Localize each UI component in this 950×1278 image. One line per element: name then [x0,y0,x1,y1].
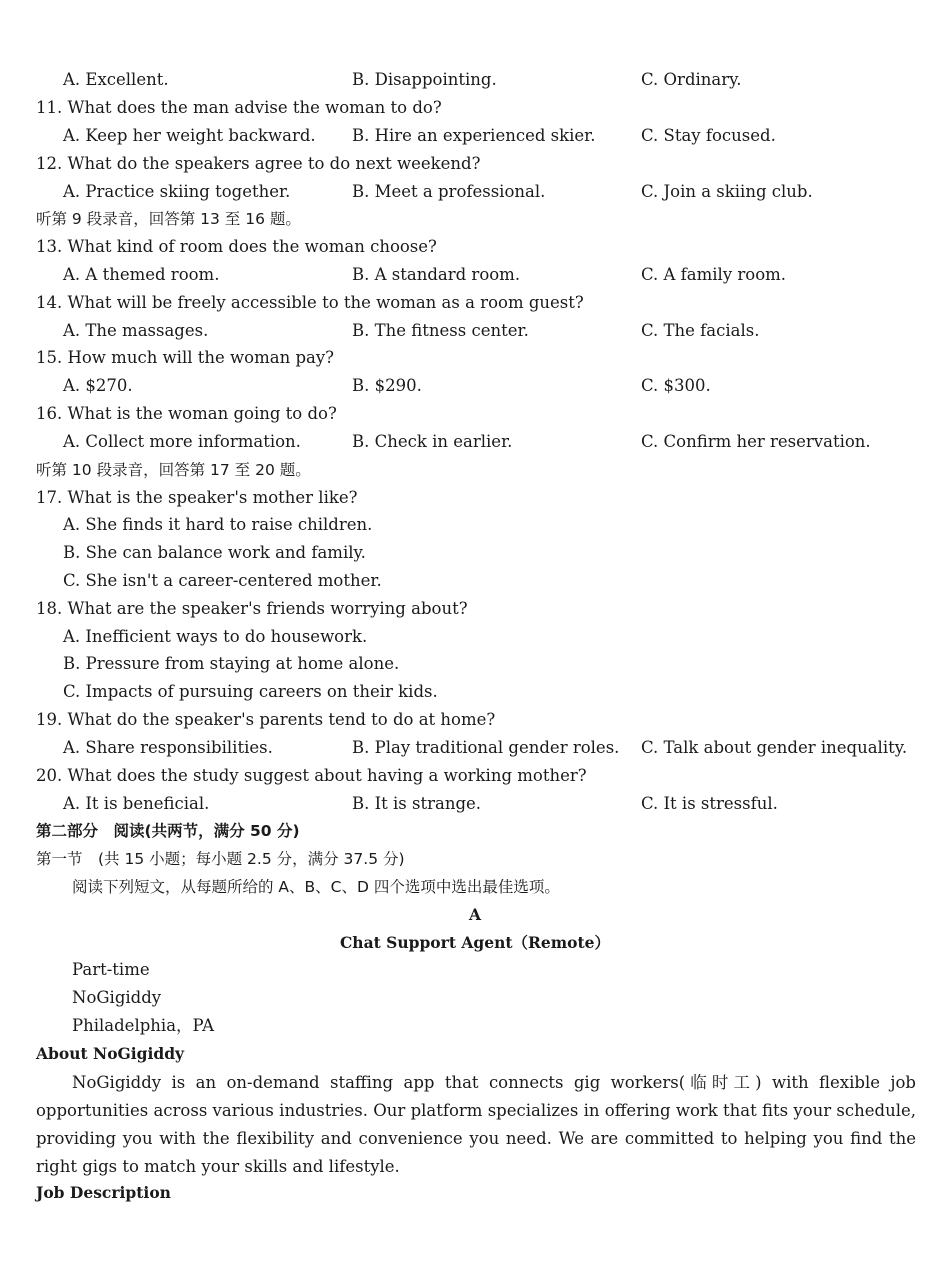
question-17-option-b [0,540,950,566]
part2-instruction: 阅读下列短文，从每题所给的 A、B、C、D 四个选项中选出最佳选项。 [72,878,560,896]
section-9-instruction [0,206,950,232]
part2-sub: 第一节 (共 15 小题；每小题 2.5 分，满分 37.5 分) [36,850,405,868]
part2-subheading [0,846,950,872]
option-b: B. Disappointing. [352,70,497,89]
question-14-options [0,318,950,344]
option-a: A. A themed room. [63,265,220,284]
question-11-options [0,123,950,149]
about-heading-line [0,1041,950,1067]
option-b: B. Meet a professional. [352,182,546,201]
job-info-3 [0,1013,950,1039]
passage-title: Chat Support Agent（Remote） [339,933,611,952]
question-stem: 18. What are the speaker's friends worrying about? [36,599,468,618]
job-location: Philadelphia，PA [72,1016,215,1035]
question-18-option-b [0,651,950,677]
option-b: B. Check in earlier. [352,432,513,451]
option-b: B. $290. [352,376,422,395]
part2-title: 第二部分 阅读(共两节，满分 50 分) [36,822,300,840]
option-a: A. Keep her weight backward. [63,126,316,145]
option-c: C. Ordinary. [641,70,742,89]
question-stem: 16. What is the woman going to do? [36,404,337,423]
option-a: A. Collect more information. [63,432,301,451]
option-a: A. Excellent. [63,70,169,89]
about-paragraph: NoGigiddy is an on-demand staffing app that connects gig workers(临时工) with flexible job opportunities across various industries. Our platform specializes in offering work that fits your schedule, providing you with the flexibility and convenience you need. We are committed to helping you find the right gigs to match your skills and lifestyle. [36,1073,916,1176]
question-18 [0,596,950,622]
question-12 [0,151,950,177]
company-name: NoGigiddy [72,988,162,1007]
question-stem: 17. What is the speaker's mother like? [36,488,358,507]
job-description-heading-line [0,1180,950,1206]
option-b: B. Pressure from staying at home alone. [63,654,400,673]
option-b: B. A standard room. [352,265,521,284]
option-c: C. Join a skiing club. [641,182,813,201]
option-c: C. It is stressful. [641,794,778,813]
option-a: A. $270. [63,376,133,395]
part2-heading [0,818,950,844]
question-13 [0,234,950,260]
option-c: C. Talk about gender inequality. [641,738,908,757]
option-a: A. She finds it hard to raise children. [63,515,373,534]
section-10-text: 听第 10 段录音，回答第 17 至 20 题。 [36,461,311,479]
question-17 [0,485,950,511]
option-c: C. A family room. [641,265,787,284]
option-a: A. It is beneficial. [63,794,210,813]
question-17-option-c [0,568,950,594]
job-info-2 [0,985,950,1011]
job-description-heading: Job Description [36,1183,171,1202]
question-20-options [0,791,950,817]
question-stem: 12. What do the speakers agree to do next weekend? [36,154,481,173]
option-b: B. It is strange. [352,794,482,813]
question-stem: 19. What do the speaker's parents tend to do at home? [36,710,496,729]
q10-options [0,67,950,93]
option-b: B. She can balance work and family. [63,543,366,562]
question-14 [0,290,950,316]
job-info-1 [0,957,950,983]
question-stem: 15. How much will the woman pay? [36,348,335,367]
passage-letter: A [468,905,482,924]
question-12-options [0,179,950,205]
question-16-options [0,429,950,455]
question-stem: 11. What does the man advise the woman to do? [36,98,442,117]
option-a: A. Inefficient ways to do housework. [63,627,368,646]
section-9-text: 听第 9 段录音，回答第 13 至 16 题。 [36,210,301,228]
option-c: C. Impacts of pursuing careers on their kids. [63,682,438,701]
question-stem: 14. What will be freely accessible to the woman as a room guest? [36,293,584,312]
question-19-options [0,735,950,761]
option-b: B. The fitness center. [352,321,529,340]
question-20 [0,763,950,789]
question-stem: 13. What kind of room does the woman choose? [36,237,437,256]
question-11 [0,95,950,121]
option-b: B. Play traditional gender roles. [352,738,620,757]
question-stem: 20. What does the study suggest about having a working mother? [36,766,587,785]
option-c: C. She isn't a career-centered mother. [63,571,382,590]
about-heading: About NoGigiddy [36,1044,185,1063]
option-c: C. $300. [641,376,711,395]
passage-title-line [0,930,950,956]
option-c: C. Stay focused. [641,126,776,145]
question-16 [0,401,950,427]
passage-letter-line [0,902,950,928]
question-17-option-a [0,512,950,538]
section-10-instruction [0,457,950,483]
option-c: C. The facials. [641,321,760,340]
question-18-option-c [0,679,950,705]
question-13-options [0,262,950,288]
option-a: A. Practice skiing together. [63,182,291,201]
question-18-option-a [0,624,950,650]
option-c: C. Confirm her reservation. [641,432,871,451]
option-a: A. Share responsibilities. [63,738,273,757]
question-19 [0,707,950,733]
part2-instruction-line [0,874,950,900]
question-15 [0,345,950,371]
option-b: B. Hire an experienced skier. [352,126,596,145]
question-15-options [0,373,950,399]
option-a: A. The massages. [63,321,209,340]
job-type: Part-time [72,960,150,979]
